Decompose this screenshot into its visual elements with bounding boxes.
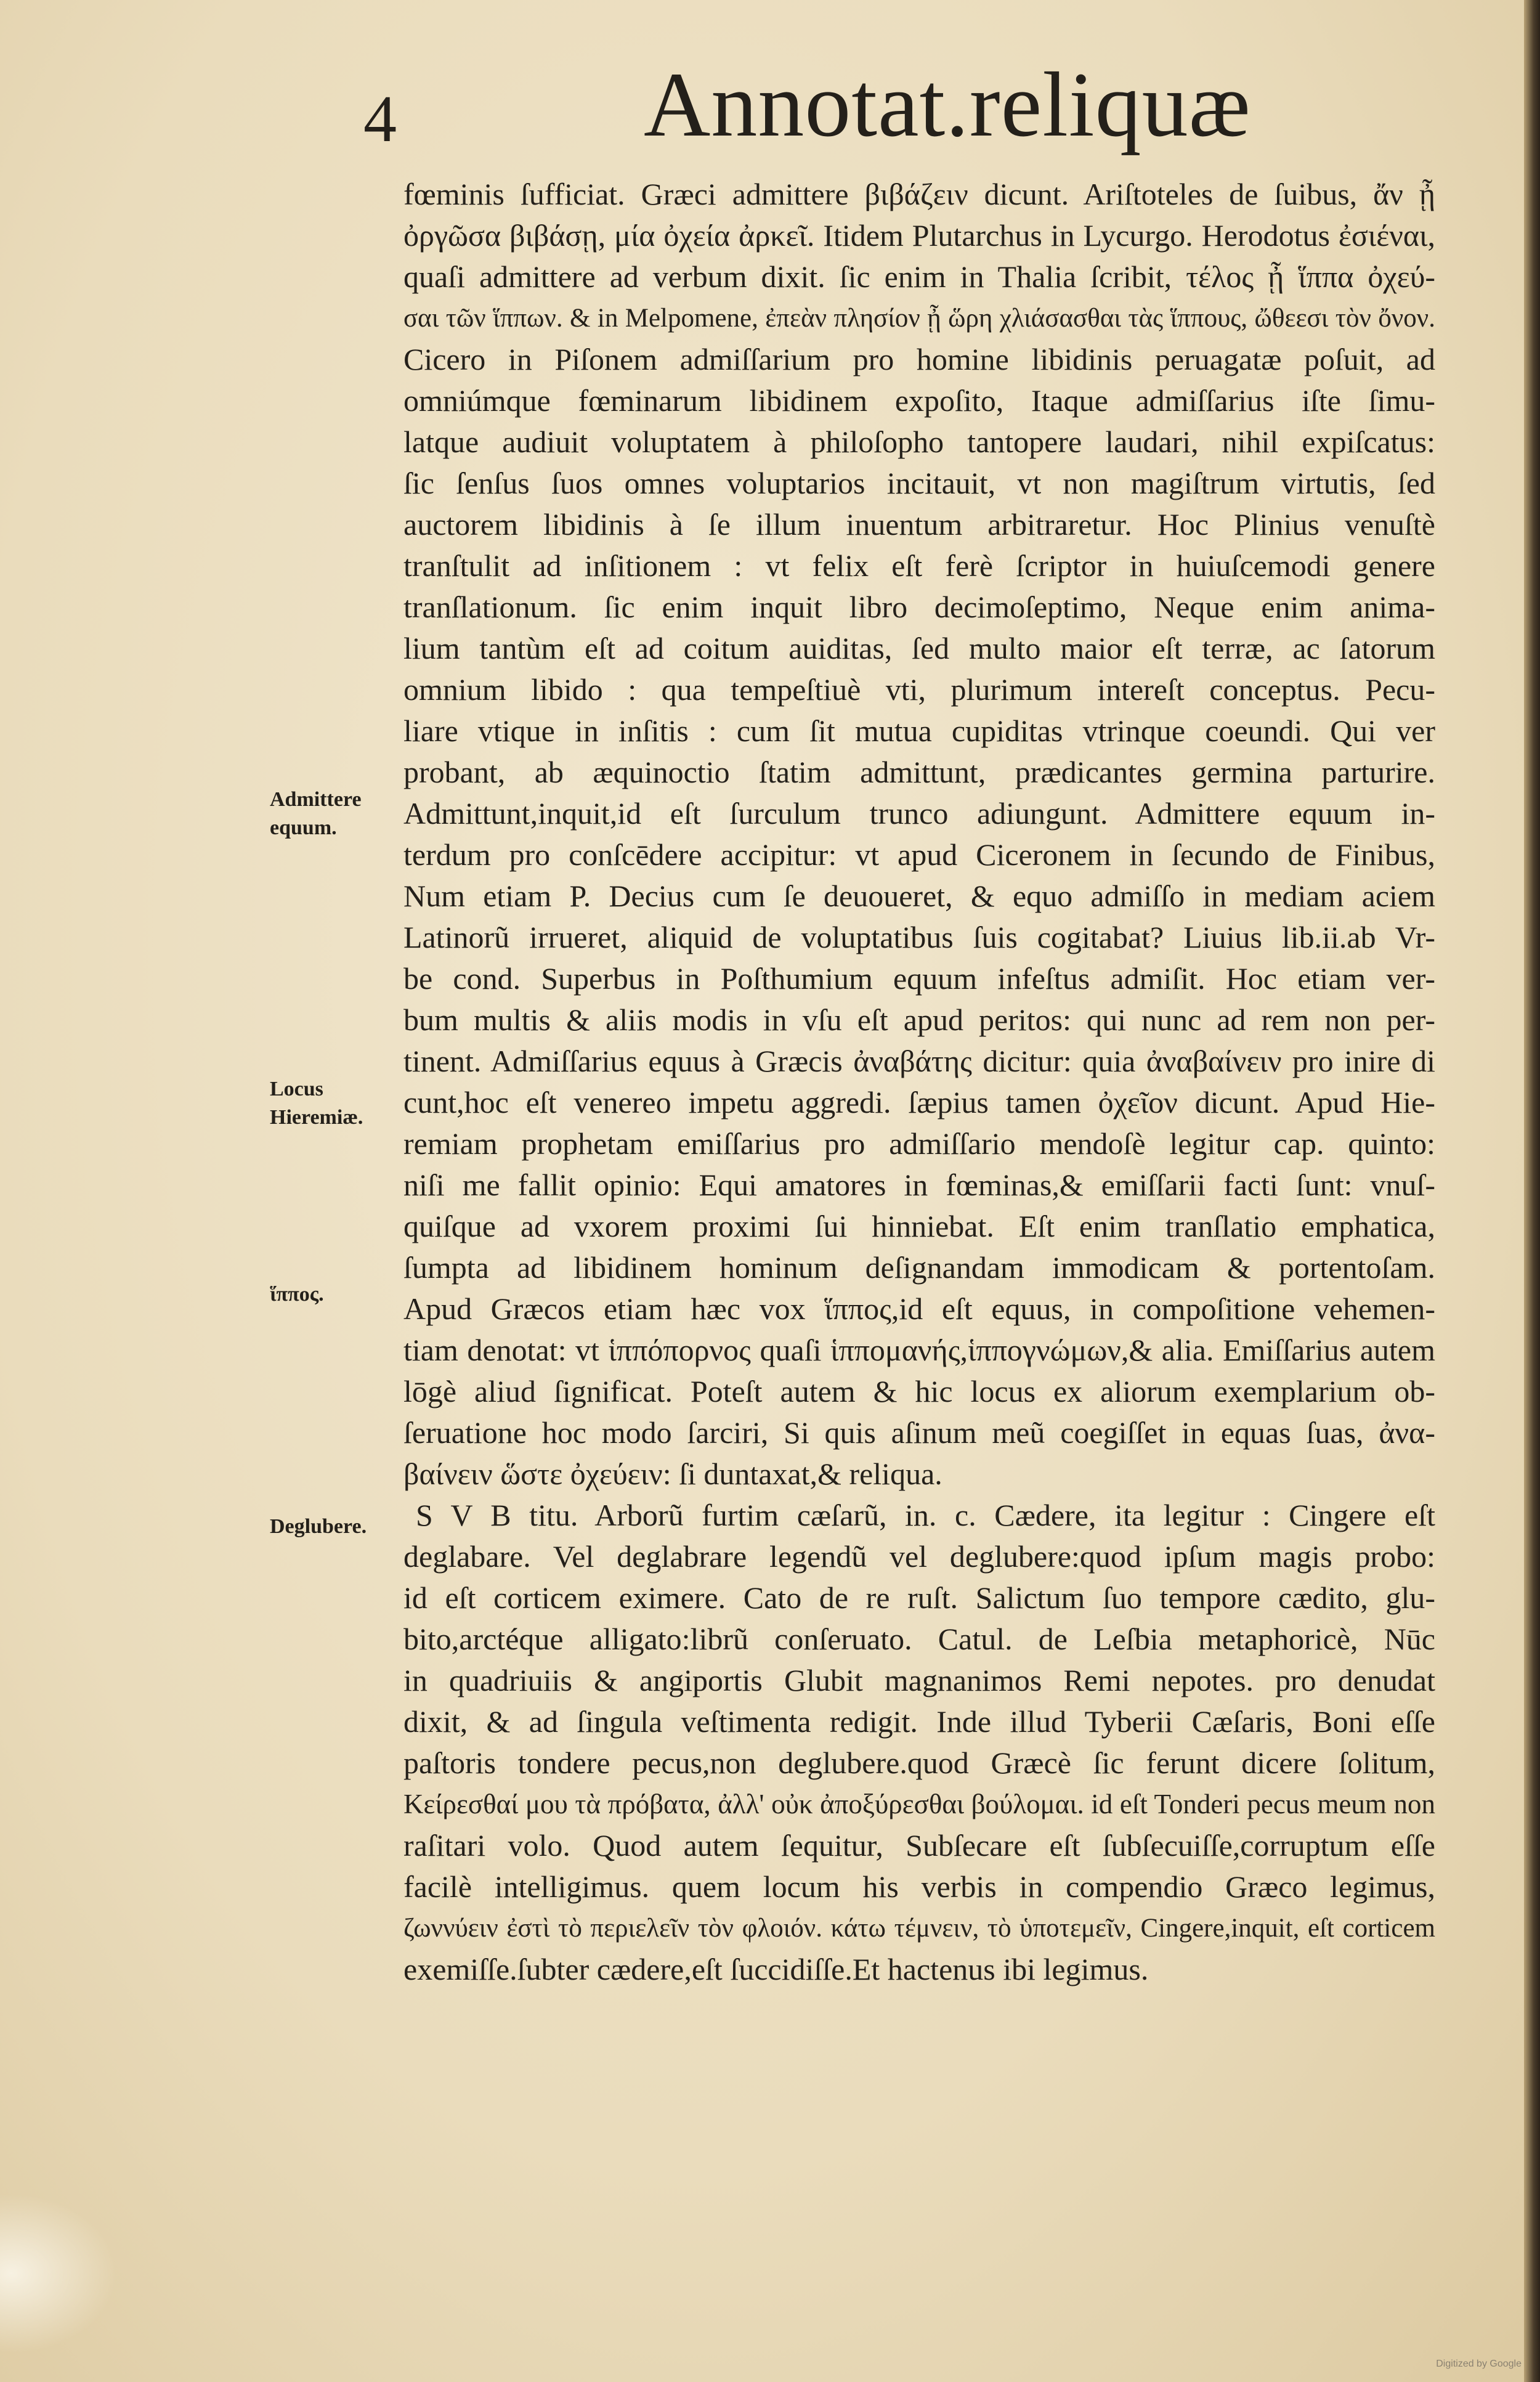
text-line: omnium libido : qua tempeſtiuè vti, plurimum intereſt conceptus. Pecu- — [403, 672, 1435, 707]
text-line: auctorem libidinis à ſe illum inuentum arbitraretur. Hoc Plinius venuſtè — [403, 507, 1435, 542]
text-line: paſtoris tondere pecus,non deglubere.quod Græcè ſic ferunt dicere ſolitum, — [403, 1746, 1435, 1780]
text-line: be cond. Superbus in Poſthumium equum infeſtus admiſit. Hoc etiam ver- — [403, 961, 1435, 996]
margin-note: ἵππος. — [270, 1283, 324, 1306]
text-line: quiſque ad vxorem proximi ſui hinniebat. Eſt enim tranſlatio emphatica, — [403, 1209, 1435, 1243]
margin-note: Deglubere. — [270, 1515, 367, 1538]
text-line: ζωννύειν ἐστὶ τὸ περιελεῖν τὸν φλοιόν. κάτω τέμνειν, τὸ ὑποτεμεῖν, Cingere,inquit, eſt corticem — [403, 1914, 1435, 1943]
text-line: βαίνειν ὥστε ὀχεύειν: ſi duntaxat,& reliqua. — [403, 1457, 942, 1491]
text-line: tinent. Admiſſarius equus à Græcis ἀναβάτης dicitur: quia ἀναβαίνειν pro inire di — [403, 1044, 1435, 1078]
text-line: remiam prophetam emiſſarius pro admiſſario mendoſè legitur cap. quinto: — [403, 1126, 1435, 1161]
text-line: Cicero in Piſonem admiſſarium pro homine libidinis peruagatæ poſuit, ad — [403, 342, 1435, 376]
text-line: liare vtique in inſitis : cum ſit mutua cupiditas vtrinque coeundi. Qui ver — [403, 713, 1435, 748]
text-line: raſitari volo. Quod autem ſequitur, Subſecare eſt ſubſecuiſſe,corruptum eſſe — [403, 1828, 1435, 1863]
text-line: Latinorũ irrueret, aliquid de voluptatibus ſuis cogitabat? Liuius lib.ii.ab Vr- — [403, 920, 1435, 954]
text-line: Κείρεσθαί μου τὰ πρόβατα, ἀλλ' οὐκ ἀποξύρεσθαι βούλομαι. id eſt Tonderi pecus meum non — [403, 1789, 1435, 1819]
text-line: fœminis ſufficiat. Græci admittere βιβάζειν dicunt. Ariſtoteles de ſuibus, ἄν ᾖ — [403, 177, 1435, 211]
text-line: lōgè aliud ſignificat. Poteſt autem & hic locus ex aliorum exemplarium ob- — [403, 1374, 1435, 1408]
paper-corner-stain — [0, 2193, 117, 2354]
text-line: tranſtulit ad inſitionem : vt felix eſt ferè ſcriptor in huiuſcemodi genere — [403, 548, 1435, 583]
text-line: terdum pro conſcēdere accipitur: vt apud Ciceronem in ſecundo de Finibus, — [403, 837, 1435, 872]
text-line: ſic ſenſus ſuos omnes voluptarios incitauit, vt non magiſtrum virtutis, ſed — [403, 466, 1435, 500]
main-text-block — [403, 174, 1435, 1990]
text-line: σαι τῶν ἵππων. & in Melpomene, ἐπεὰν πλησίον ᾖ ὥρη χλιάσασθαι τὰς ἵππους, ὤθεεσι τὸν ὄνον. — [403, 304, 1435, 333]
text-line: omniúmque fœminarum libidinem expoſito, Itaque admiſſarius iſte ſimu- — [403, 383, 1435, 418]
text-line: quaſi admittere ad verbum dixit. ſic enim in Thalia ſcribit, τέλος ᾖ ἵππα ὀχεύ- — [403, 259, 1435, 294]
text-line: cunt,hoc eſt venereo impetu aggredi. ſæpius tamen ὀχεῖον dicunt. Apud Hie- — [403, 1085, 1435, 1120]
text-line: tranſlationum. ſic enim inquit libro decimoſeptimo, Neque enim anima- — [403, 590, 1435, 624]
text-line: probant, ab æquinoctio ſtatim admittunt, prædicantes germina parturire. — [403, 755, 1435, 789]
text-line: ſeruatione hoc modo ſarciri, Si quis aſinum meũ coegiſſet in equas ſuas, ἀνα- — [403, 1415, 1435, 1450]
text-line: bito,arctéque alligato:librũ conſeruato. Catul. de Leſbia metaphoricè, Nūc — [403, 1622, 1435, 1656]
page-number: 4 — [363, 83, 397, 156]
text-line: dixit, & ad ſingula veſtimenta redigit. Inde illud Tyberii Cæſaris, Boni eſſe — [403, 1704, 1435, 1739]
text-line: niſi me fallit opinio: Equi amatores in fœminas,& emiſſarii facti ſunt: vnuſ- — [403, 1168, 1435, 1202]
text-line: bum multis & aliis modis in vſu eſt apud peritos: qui nunc ad rem non per- — [403, 1002, 1435, 1037]
text-line: lium tantùm eſt ad coitum auiditas, ſed multo maior eſt terræ, ac ſatorum — [403, 631, 1435, 665]
text-line: Admittunt,inquit,id eſt ſurculum trunco adiungunt. Admittere equum in- — [403, 796, 1435, 831]
text-line: S V B titu. Arborũ furtim cæſarũ, in. c. Cædere, ita legitur : Cingere eſt — [416, 1498, 1435, 1532]
digitized-watermark: Digitized by Google — [1436, 2359, 1522, 2369]
text-line: deglabare. Vel deglabrare legendũ vel deglubere:quod ipſum magis probo: — [403, 1539, 1435, 1574]
text-line: Apud Græcos etiam hæc vox ἵππος,id eſt equus, in compoſitione vehemen- — [403, 1291, 1435, 1326]
text-line: ὀργῶσα βιβάσῃ, μία ὀχεία ἀρκεῖ. Itidem Plutarchus in Lycurgo. Herodotus ἐσιέναι, — [403, 218, 1435, 253]
text-line: tiam denotat: vt ἱππόπορνος quaſi ἱππομανής,ἱππογνώμων,& alia. Emiſſarius autem — [403, 1333, 1435, 1367]
text-line: Num etiam P. Decius cum ſe deuoueret, & equo admiſſo in mediam aciem — [403, 879, 1435, 913]
text-line: facilè intelligimus. quem locum his verbis in compendio Græco legimus, — [403, 1869, 1435, 1904]
margin-note: Admittere equum. — [270, 788, 362, 839]
margin-note: Locus Hieremiæ. — [270, 1078, 363, 1129]
text-line: in quadriuiis & angiportis Glubit magnanimos Remi nepotes. pro denudat — [403, 1663, 1435, 1697]
text-line: exemiſſe.ſubter cædere,eſt ſuccidiſſe.Et hactenus ibi legimus. — [403, 1952, 1149, 1986]
text-line: latque audiuit voluptatem à philoſopho tantopere laudari, nihil expiſcatus: — [403, 425, 1435, 459]
text-line: id eſt corticem eximere. Cato de re ruſt. Salictum ſuo tempore cædito, glu- — [403, 1580, 1435, 1615]
page-edge-shadow — [1524, 0, 1540, 2382]
text-line: ſumpta ad libidinem hominum deſignandam immodicam & portentoſam. — [403, 1250, 1435, 1285]
running-title: Annotat.reliquæ — [644, 54, 1251, 156]
